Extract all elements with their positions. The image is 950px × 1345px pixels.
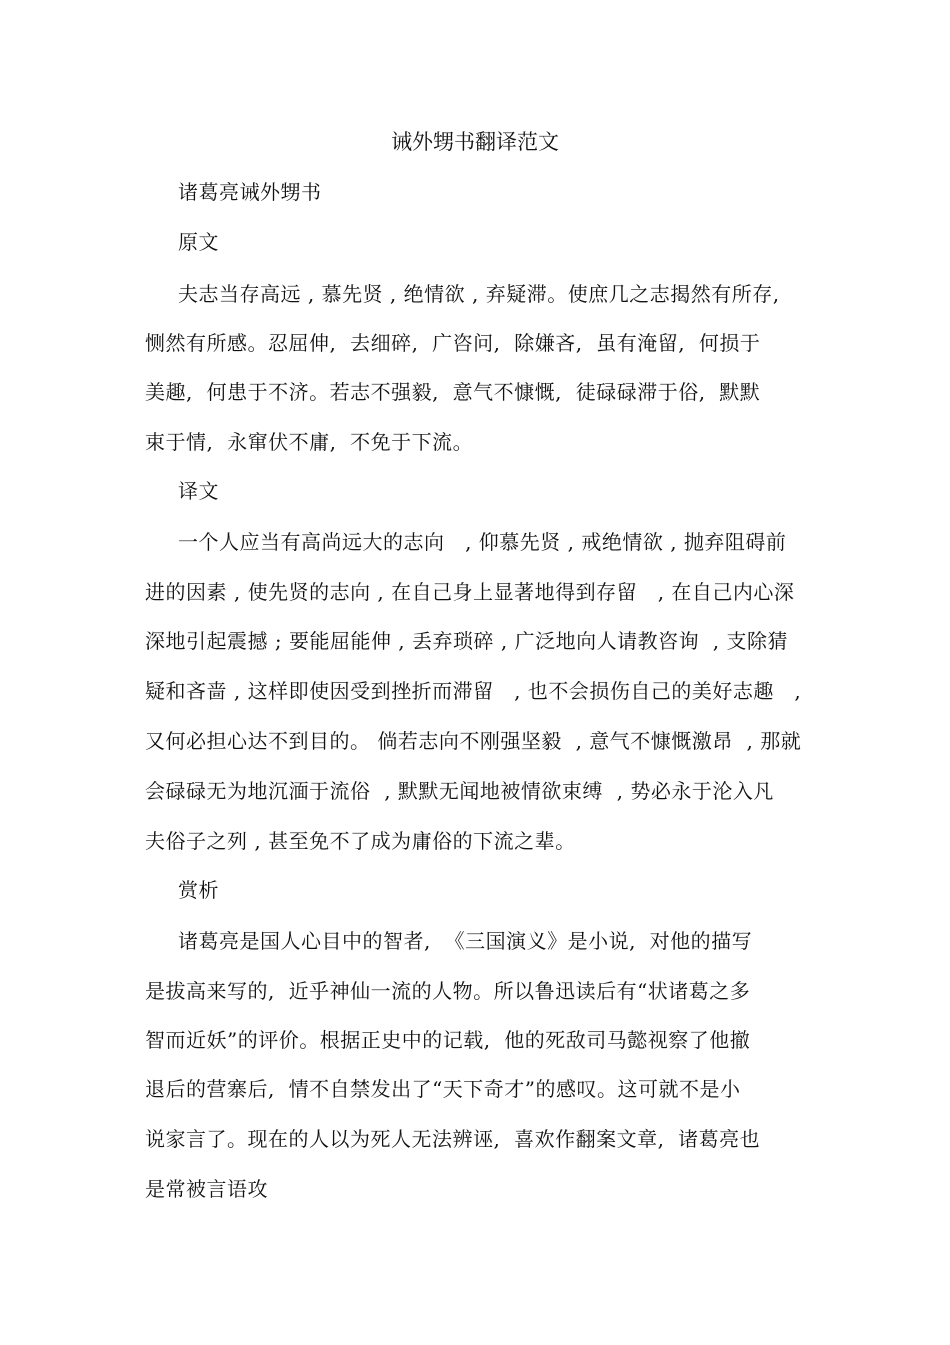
document-title: 诫外甥书翻译范文	[391, 130, 559, 154]
original-line: 束于情, 永窜伏不庸, 不免于下流。	[145, 430, 474, 454]
section-heading-translation: 译文	[178, 479, 219, 503]
section-heading-appreciation: 赏析	[178, 878, 219, 902]
section-heading-original: 原文	[178, 230, 219, 254]
appreciation-line: 诸葛亮是国人心目中的智者, 《三国演义》是小说, 对他的描写	[178, 929, 753, 953]
translation-line: 一个人应当有高尚远大的志向 , 仰慕先贤 , 戒绝情欲 , 抛弃阻碍前	[178, 530, 787, 554]
translation-line: 深地引起震撼 ; 要能屈能伸 , 丢弃琐碎 , 广泛地向人请教咨询 , 支除猜	[145, 629, 789, 653]
document-subtitle: 诸葛亮诫外甥书	[178, 180, 322, 204]
translation-line: 进的因素 , 使先贤的志向 , 在自己身上显著地得到存留 , 在自己内心深	[145, 580, 795, 604]
original-line: 美趣, 何患于不济。若志不强毅, 意气不慷慨, 徒碌碌滞于俗, 默默	[145, 380, 761, 404]
appreciation-line: 是拔高来写的, 近乎神仙一流的人物。所以鲁迅读后有“状诸葛之多	[145, 979, 751, 1003]
translation-line: 夫俗子之列 , 甚至免不了成为庸俗的下流之辈。	[145, 829, 576, 853]
appreciation-line: 是常被言语攻	[145, 1177, 268, 1201]
original-line: 夫志当存高远 , 慕先贤 , 绝情欲 , 弃疑滞。使庶几之志揭然有所存,	[178, 282, 780, 306]
translation-line: 疑和吝啬 , 这样即使因受到挫折而滞留 , 也不会损伤自己的美好志趣 ,	[145, 679, 802, 703]
appreciation-line: 说家言了。现在的人以为死人无法辨诬, 喜欢作翻案文章, 诸葛亮也	[145, 1127, 761, 1151]
appreciation-line: 退后的营寨后, 情不自禁发出了“天下奇才”的感叹。这可就不是小	[145, 1077, 741, 1101]
translation-line: 又何必担心达不到目的。 倘若志向不刚强坚毅 , 意气不慷慨激昂 , 那就	[145, 729, 802, 753]
translation-line: 会碌碌无为地沉湎于流俗 , 默默无闻地被情欲束缚 , 势必永于沦入凡	[145, 779, 774, 803]
original-line: 恻然有所感。忍屈伸, 去细碎, 广咨问, 除嫌吝, 虽有淹留, 何损于	[145, 331, 761, 355]
appreciation-line: 智而近妖”的评价。根据正史中的记载, 他的死敌司马懿视察了他撤	[145, 1028, 751, 1052]
